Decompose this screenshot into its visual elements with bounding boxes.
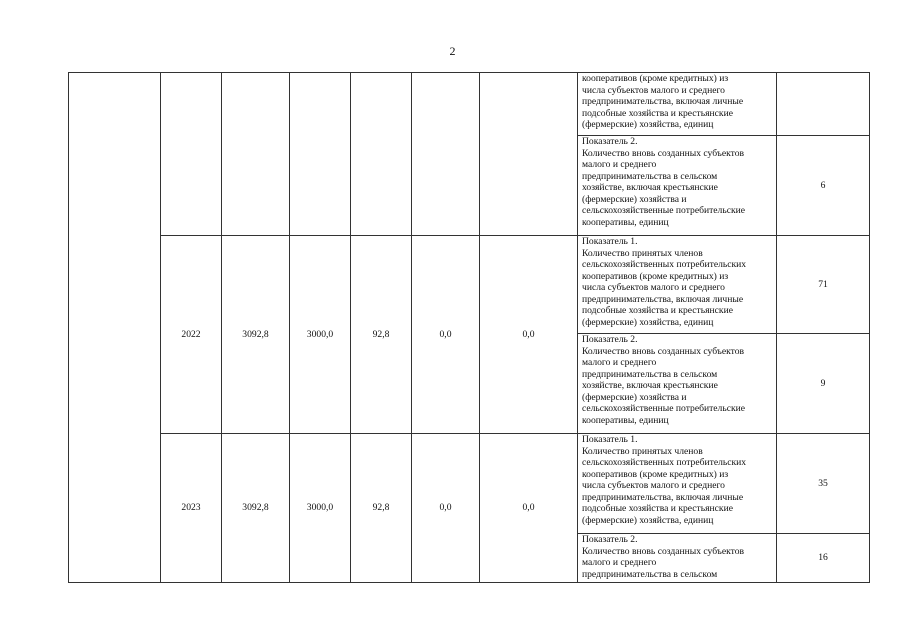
indicator-value-cell <box>777 73 870 136</box>
table-row <box>69 434 870 534</box>
source1-cell <box>290 73 351 236</box>
table-row <box>69 73 870 136</box>
source1-cell: 3000,0 <box>290 236 351 434</box>
total-cell: 3092,8 <box>222 434 290 583</box>
indicator-text-cell <box>578 73 777 136</box>
program-name-cell <box>69 73 161 583</box>
source2-cell <box>351 73 412 236</box>
indicator-text-cell <box>578 236 777 334</box>
source1-cell: 3000,0 <box>290 434 351 583</box>
indicator-text: Показатель 2. Количество вновь созданных субъектов малого и среднего предпринимательства в сельском <box>582 534 745 580</box>
indicator-text-cell <box>578 136 777 236</box>
source4-cell <box>480 73 578 236</box>
source4-cell: 0,0 <box>480 434 578 583</box>
indicator-text-cell <box>578 434 777 534</box>
total-cell <box>222 73 290 236</box>
year-cell: 2023 <box>161 434 222 583</box>
total-cell: 3092,8 <box>222 236 290 434</box>
source2-cell: 92,8 <box>351 236 412 434</box>
page-number: 2 <box>449 44 456 58</box>
indicator-text: Показатель 2. Количество вновь созданных субъектов малого и среднего предпринимательства в сельском хозяйстве, включая крестьянские (фермерские) хозяйства и сельскохозяйственные потребительские кооперативы, единиц <box>582 334 746 426</box>
source3-cell: 0,0 <box>412 434 480 583</box>
source2-cell: 92,8 <box>351 434 412 583</box>
indicator-text: Показатель 1. Количество принятых членов сельскохозяйственных потребительских кооперативов (кроме кредитных) из числа субъектов малого и среднего предпринимательства, включая личные подсобные хозяйства и крестьянские (фермерские) хозяйства, единиц <box>582 236 747 328</box>
source3-cell <box>412 73 480 236</box>
year-cell: 2022 <box>161 236 222 434</box>
indicator-text: кооперативов (кроме кредитных) из числа субъектов малого и среднего предпринимательства, включая личные подсобные хозяйства и крестьянские (фермерские) хозяйства, единиц <box>582 73 744 130</box>
indicator-text: Показатель 2. Количество вновь созданных субъектов малого и среднего предпринимательства в сельском хозяйстве, включая крестьянские (фермерские) хозяйства и сельскохозяйственные потребительские кооперативы, единиц <box>582 136 746 228</box>
indicator-value-cell: 9 <box>777 334 870 434</box>
indicator-text-cell <box>578 534 777 583</box>
indicator-value-cell: 35 <box>777 434 870 534</box>
indicator-text-cell <box>578 334 777 434</box>
source3-cell: 0,0 <box>412 236 480 434</box>
program-table <box>68 72 870 583</box>
indicator-value-cell: 6 <box>777 136 870 236</box>
table-row <box>69 236 870 334</box>
indicator-value-cell: 71 <box>777 236 870 334</box>
year-cell <box>161 73 222 236</box>
indicator-text: Показатель 1. Количество принятых членов сельскохозяйственных потребительских кооперативов (кроме кредитных) из числа субъектов малого и среднего предпринимательства, включая личные подсобные хозяйства и крестьянские (фермерские) хозяйства, единиц <box>582 434 747 526</box>
source4-cell: 0,0 <box>480 236 578 434</box>
indicator-value-cell: 16 <box>777 534 870 583</box>
